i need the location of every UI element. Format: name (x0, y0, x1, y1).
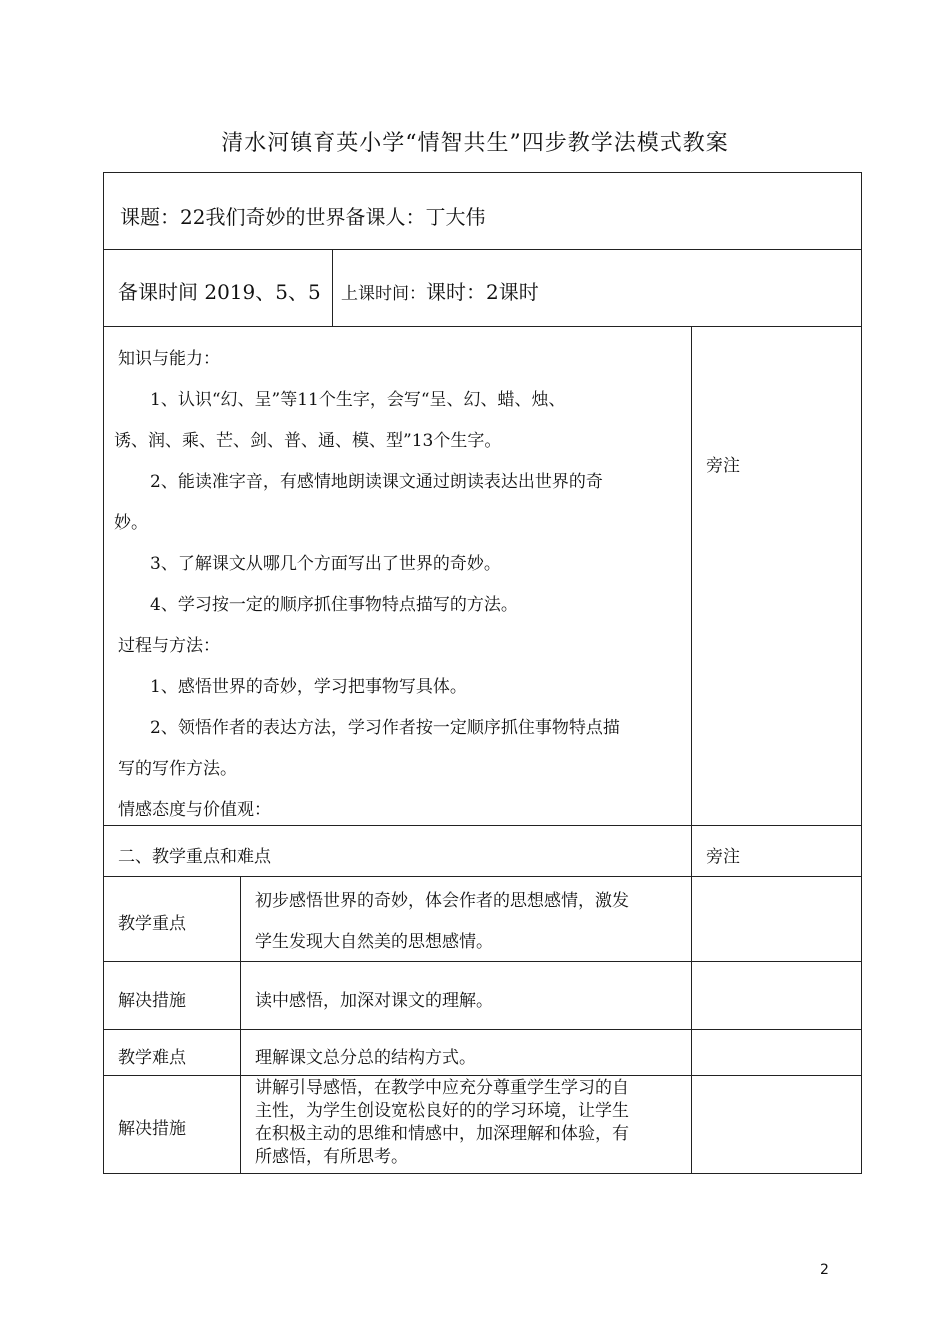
row-content-line: 学生发现大自然美的思想感情。 (255, 932, 493, 952)
row-note (691, 962, 861, 1029)
time-row (103, 250, 862, 327)
table-row (103, 1076, 862, 1174)
class-time-label: 上课时间： (341, 284, 426, 304)
page-title: 清水河镇育英小学“情智共生”四步教学法模式教案 (221, 131, 729, 156)
row-note (691, 1076, 861, 1173)
table-row (103, 962, 862, 1030)
key-side-note: 旁注 (691, 826, 861, 876)
row-note (691, 877, 861, 961)
row-content-line: 在积极主动的思维和情感中，加深理解和体验，有 (255, 1124, 629, 1144)
key-heading-row (103, 826, 862, 877)
objective-4: 4、学习按一定的顺序抓住事物特点描写的方法。 (150, 595, 518, 615)
row-content (240, 1076, 691, 1173)
row-content: 理解课文总分总的结构方式。 (240, 1030, 691, 1075)
row-note (691, 1030, 861, 1075)
row-content (240, 877, 691, 961)
objective-2-line1: 2、能读准字音，有感情地朗读课文通过朗读表达出世界的奇 (150, 472, 603, 492)
class-hours: 课时：2课时 (426, 280, 539, 304)
topic-row (103, 172, 862, 250)
process-1: 1、感悟世界的奇妙，学习把事物写具体。 (150, 677, 467, 697)
table-row (103, 1030, 862, 1076)
row-content-line: 所感悟，有所思考。 (255, 1147, 408, 1167)
side-note: 旁注 (691, 327, 861, 825)
lesson-plan-table (103, 172, 862, 1174)
objective-2-line2: 妙。 (114, 513, 148, 533)
row-label: 解决措施 (118, 1119, 186, 1139)
row-content-line: 讲解引导感悟，在教学中应充分尊重学生学习的自 (255, 1078, 629, 1098)
objective-1-line2: 诱、润、乘、芒、剑、普、通、模、型”13个生字。 (114, 431, 502, 451)
row-label: 教学重点 (118, 914, 186, 934)
prep-time: 备课时间 2019、5、5 (118, 280, 321, 304)
row-label: 教学难点 (118, 1048, 186, 1068)
key-heading: 二、教学重点和难点 (118, 847, 271, 867)
process-2-line1: 2、领悟作者的表达方法，学习作者按一定顺序抓住事物特点描 (150, 718, 620, 738)
process-2-line2: 写的写作方法。 (118, 759, 237, 779)
topic-text: 课题：22我们奇妙的世界备课人：丁大伟 (120, 205, 486, 229)
page-number: 2 (820, 1262, 829, 1278)
row-content-line: 主性，为学生创设宽松良好的的学习环境，让学生 (255, 1101, 629, 1121)
class-time-cell (332, 250, 861, 326)
table-row (103, 877, 862, 962)
objectives-row (103, 327, 862, 826)
emotion-heading: 情感态度与价值观： (118, 800, 271, 820)
objective-1-line1: 1、认识“幻、呈”等11个生字，会写“呈、幻、蜡、烛、 (150, 390, 566, 410)
process-heading: 过程与方法： (118, 636, 220, 656)
row-content: 读中感悟，加深对课文的理解。 (240, 962, 691, 1029)
knowledge-heading: 知识与能力： (118, 349, 220, 369)
row-content-line: 初步感悟世界的奇妙，体会作者的思想感情，激发 (255, 891, 629, 911)
objectives-content (104, 327, 690, 825)
objective-3: 3、了解课文从哪几个方面写出了世界的奇妙。 (150, 554, 501, 574)
row-label: 解决措施 (118, 991, 186, 1011)
